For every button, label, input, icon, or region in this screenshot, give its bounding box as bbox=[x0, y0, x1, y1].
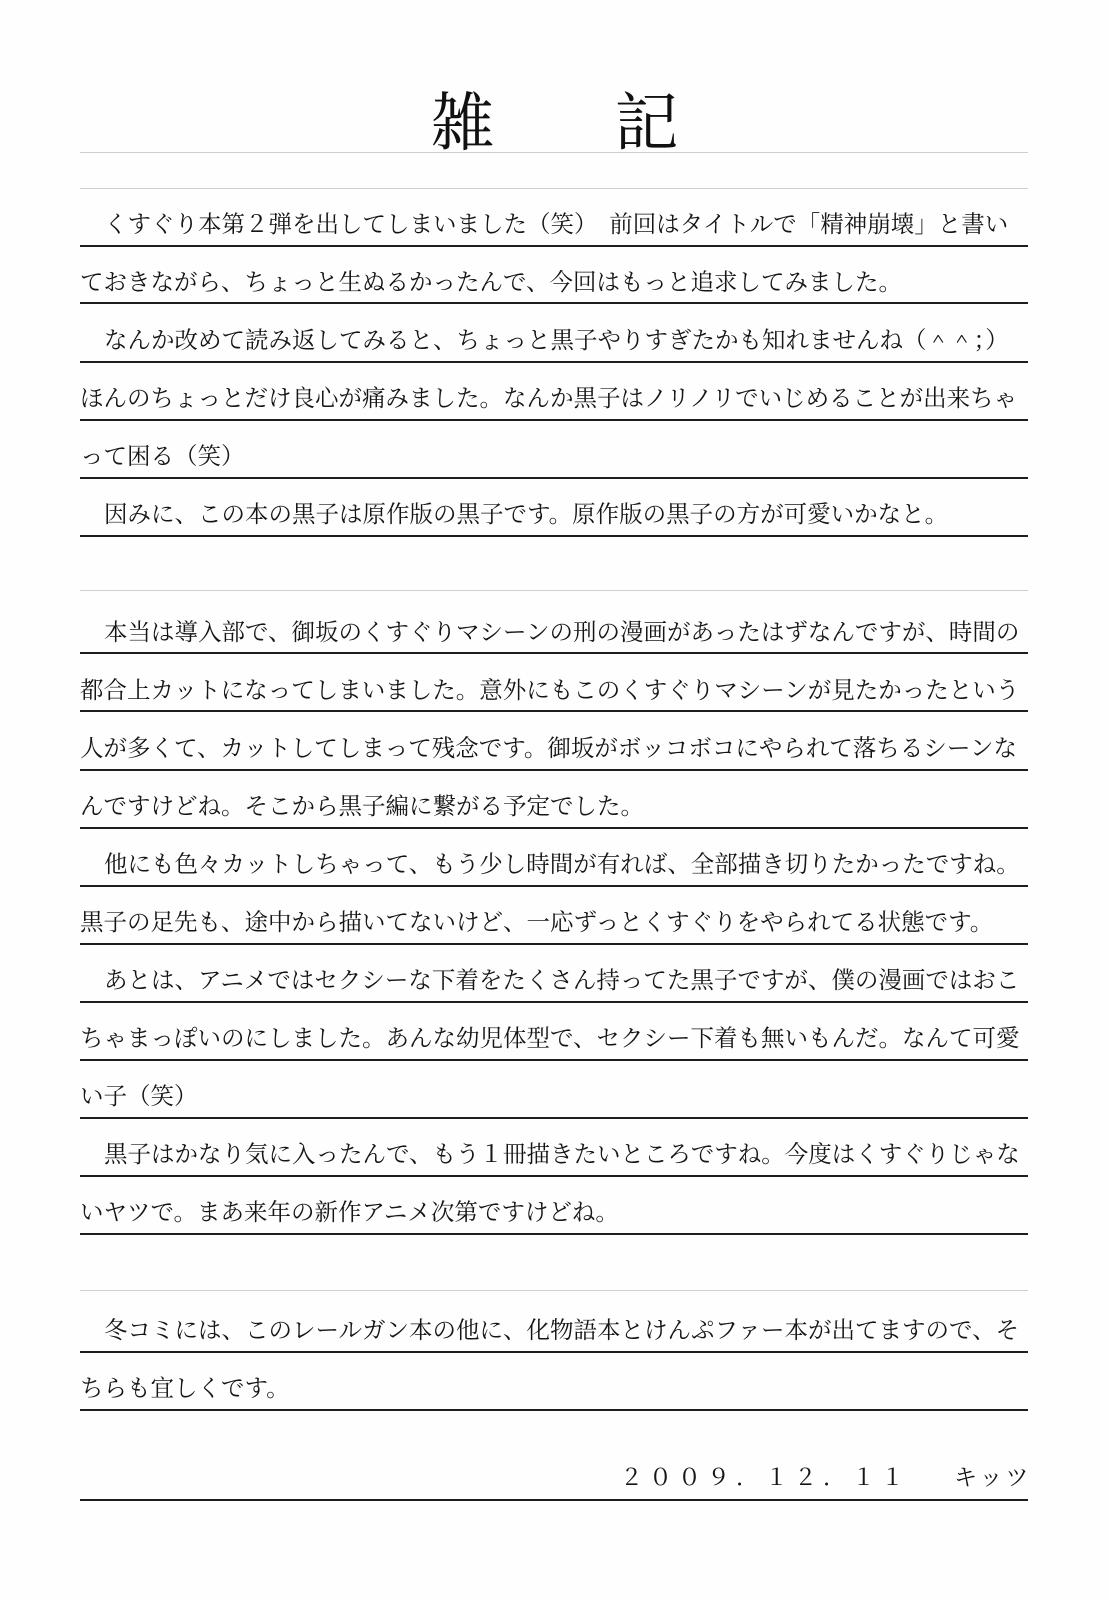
text-line: 黒子はかなり気に入ったんで、もう１冊描きたいところですね。今度はくすぐりじゃな bbox=[104, 1140, 1020, 1168]
text-line: って困る（笑） bbox=[80, 442, 245, 470]
underline-rule bbox=[80, 1499, 1028, 1501]
underline-rule bbox=[80, 885, 1028, 887]
underline-rule bbox=[80, 943, 1028, 945]
text-line: 人が多くて、カットしてしまって残念です。御坂がボッコボコにやられて落ちるシーンな bbox=[80, 734, 1017, 762]
underline-rule bbox=[80, 361, 1028, 363]
underline-rule bbox=[80, 1175, 1028, 1177]
text-line: ておきながら、ちょっと生ぬるかったんで、今回はもっと追求してみました。 bbox=[80, 268, 903, 296]
text-line: 黒子の足先も、途中から描いてないけど、一応ずっとくすぐりをやられてる状態です。 bbox=[80, 908, 994, 936]
text-line: 因みに、この本の黒子は原作版の黒子です。原作版の黒子の方が可愛いかなと。 bbox=[104, 500, 949, 528]
text-line: 冬コミには、このレールガン本の他に、化物語本とけんぷファー本が出てますので、そ bbox=[104, 1316, 1020, 1344]
signature bbox=[620, 1458, 1032, 1498]
underline-rule bbox=[80, 1117, 1028, 1119]
signature-name: キッツ bbox=[954, 1465, 1032, 1491]
underline-rule bbox=[80, 652, 1028, 654]
underline-rule bbox=[80, 477, 1028, 479]
underline-rule bbox=[80, 1001, 1028, 1003]
guide-rule bbox=[80, 152, 1028, 153]
text-line: くすぐり本第２弾を出してしまいました（笑） 前回はタイトルで「精神崩壊」と書い bbox=[104, 210, 1009, 238]
text-line: 他にも色々カットしちゃって、もう少し時間が有れば、全部描き切りたかったですね。 bbox=[104, 850, 1020, 878]
underline-rule bbox=[80, 827, 1028, 829]
text-line: ほんのちょっとだけ良心が痛みました。なんか黒子はノリノリでいじめることが出来ちゃ bbox=[80, 384, 1018, 412]
underline-rule bbox=[80, 535, 1028, 537]
text-line: い子（笑） bbox=[80, 1082, 198, 1110]
underline-rule bbox=[80, 710, 1028, 712]
guide-rule bbox=[80, 188, 1028, 189]
text-line: あとは、アニメではセクシーな下着をたくさん持ってた黒子ですが、僕の漫画ではおこ bbox=[104, 966, 1020, 994]
underline-rule bbox=[80, 419, 1028, 421]
text-line: 都合上カットになってしまいました。意外にもこのくすぐりマシーンが見たかったという bbox=[80, 676, 1020, 704]
underline-rule bbox=[80, 1351, 1028, 1353]
signature-date: ２００９．１２．１１ bbox=[620, 1465, 910, 1491]
text-line: ちらも宜しくです。 bbox=[80, 1374, 290, 1402]
underline-rule bbox=[80, 1409, 1028, 1411]
underline-rule bbox=[80, 302, 1028, 304]
underline-rule bbox=[80, 245, 1028, 247]
guide-rule bbox=[80, 590, 1028, 591]
text-line: んですけどね。そこから黒子編に繋がる予定でした。 bbox=[80, 792, 644, 820]
guide-rule bbox=[80, 1290, 1028, 1291]
text-line: なんか改めて読み返してみると、ちょっと黒子やりすぎたかも知れませんね（＾＾；） bbox=[104, 326, 1009, 354]
underline-rule bbox=[80, 769, 1028, 771]
text-line: 本当は導入部で、御坂のくすぐりマシーンの刑の漫画があったはずなんですが、時間の bbox=[104, 618, 1020, 646]
text-line: ちゃまっぽいのにしました。あんな幼児体型で、セクシー下着も無いもんだ。なんて可愛 bbox=[80, 1024, 1020, 1052]
underline-rule bbox=[80, 1059, 1028, 1061]
text-line: いヤツで。まあ来年の新作アニメ次第ですけどね。 bbox=[80, 1198, 619, 1226]
page-title: 雑記 bbox=[430, 87, 799, 161]
underline-rule bbox=[80, 1233, 1028, 1235]
